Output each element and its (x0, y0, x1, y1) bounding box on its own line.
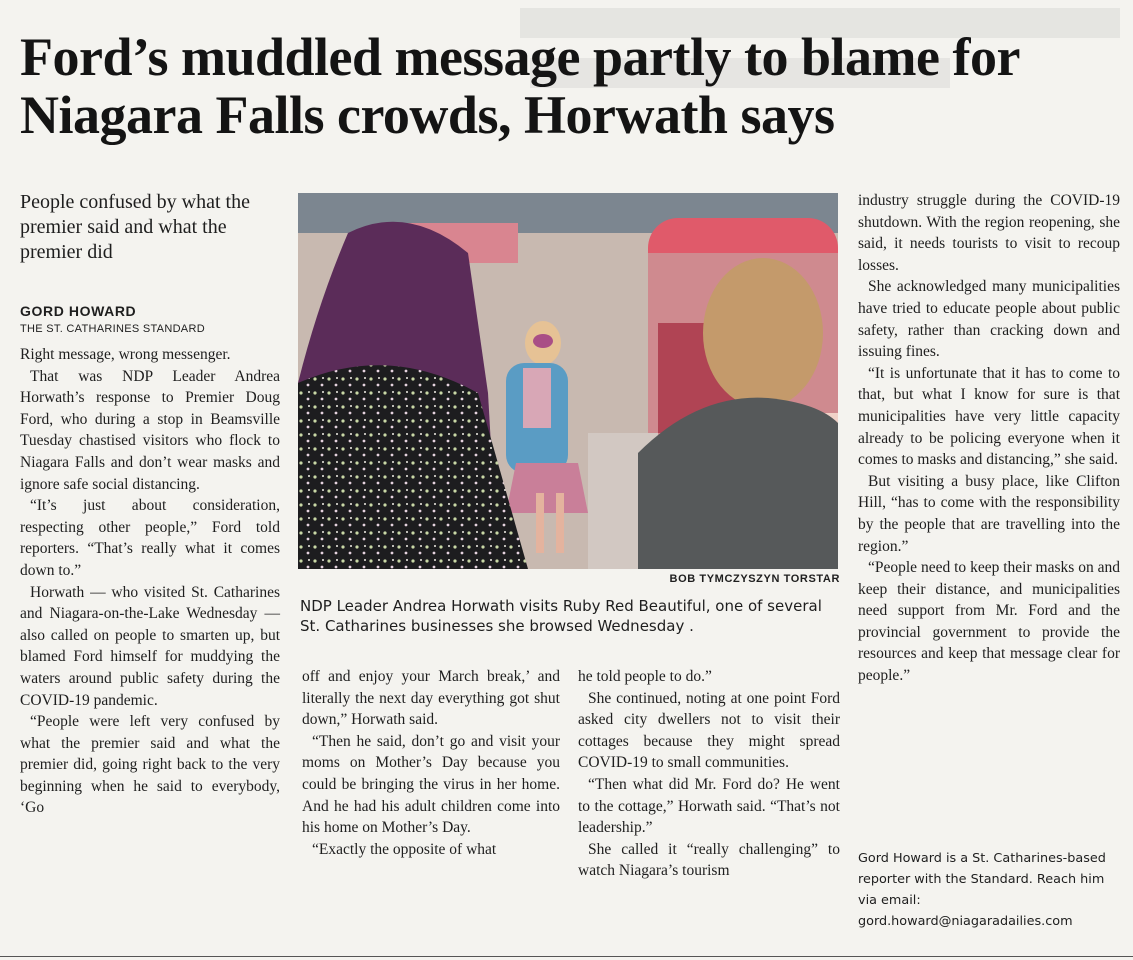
paragraph: That was NDP Leader Andrea Horwath’s response to Premier Doug Ford, who during a stop in Beamsville Tuesday chastised visitors who flock to Niagara Falls and don’t wear masks and ignore safe social distancing. (20, 367, 280, 493)
photo-credit: BOB TYMCZYSZYN TORSTAR (669, 573, 840, 585)
article-column-2 (302, 666, 560, 860)
bottom-rule (0, 956, 1133, 957)
paragraph: “People need to keep their masks on and keep their distance, and municipalities need support from Mr. Ford and the provincial government to provide the resources and keep that message clear for people.” (858, 559, 1120, 685)
paragraph: off and enjoy your March break,’ and literally the next day everything got shut down,” Horwath said. (302, 668, 560, 729)
article-column-1 (20, 344, 280, 819)
paragraph: “Then what did Mr. Ford do? He went to the cottage,” Horwath said. “That’s not leadership.” (578, 775, 840, 837)
article-column-4 (858, 190, 1120, 687)
paragraph: industry struggle during the COVID-19 shutdown. With the region reopening, she said, it needs tourists to visit to recoup losses. (858, 192, 1120, 274)
paragraph: “Exactly the opposite of what (312, 840, 497, 858)
paragraph: She continued, noting at one point Ford asked city dwellers not to visit their cottages because they might spread COVID-19 to small communities. (578, 689, 840, 772)
author-tagline: Gord Howard is a St. Catharines-based reporter with the Standard. Reach him via email: gord.howard@niagaradailies.com (858, 851, 1106, 929)
news-photo (298, 193, 838, 569)
photo-caption: NDP Leader Andrea Horwath visits Ruby Red Beautiful, one of several St. Catharines businesses she browsed Wednesday . (300, 597, 822, 635)
byline-publication: THE ST. CATHARINES STANDARD (20, 323, 205, 335)
paragraph: he told people to do.” (578, 668, 712, 685)
paragraph: “Then he said, don’t go and visit your moms on Mother’s Day because you could be bringing the virus in her home. And he had his adult children come into his home on Mother’s Day. (302, 732, 560, 837)
headline: Ford’s muddled message partly to blame for Niagara Falls crowds, Horwath says (20, 27, 1019, 145)
paragraph: But visiting a busy place, like Clifton Hill, “has to come with the responsibility by the people that are travelling into the region.” (858, 472, 1120, 555)
byline-author: GORD HOWARD (20, 303, 137, 319)
paragraph: She called it “really challenging” to watch Niagara’s tourism (578, 840, 840, 880)
paragraph: “It’s just about consideration, respecting other people,” Ford told reporters. “That’s really what it comes down to.” (20, 497, 280, 579)
paragraph: Right message, wrong messenger. (20, 346, 231, 363)
paragraph: “People were left very confused by what the premier said and what the premier did, going right back to the very beginning when he said to everybody, ‘Go (20, 713, 280, 817)
article-column-3 (578, 666, 840, 882)
paragraph: She acknowledged many municipalities have tried to educate people about public safety, rather than cracking down and issuing fines. (858, 278, 1120, 361)
paragraph: “It is unfortunate that it has to come to that, but what I know for sure is that municipalities have very little capacity already to be policing everyone when it comes to masks and distancing,” she said. (858, 364, 1120, 469)
paragraph: Horwath — who visited St. Catharines and Niagara-on-the-Lake Wednesday — also called on people to smarten up, but blamed Ford himself for muddying the waters around public safety during the COVID-19 pandemic. (20, 583, 280, 709)
deck-subheadline: People confused by what the premier said and what the premier did (20, 191, 250, 263)
